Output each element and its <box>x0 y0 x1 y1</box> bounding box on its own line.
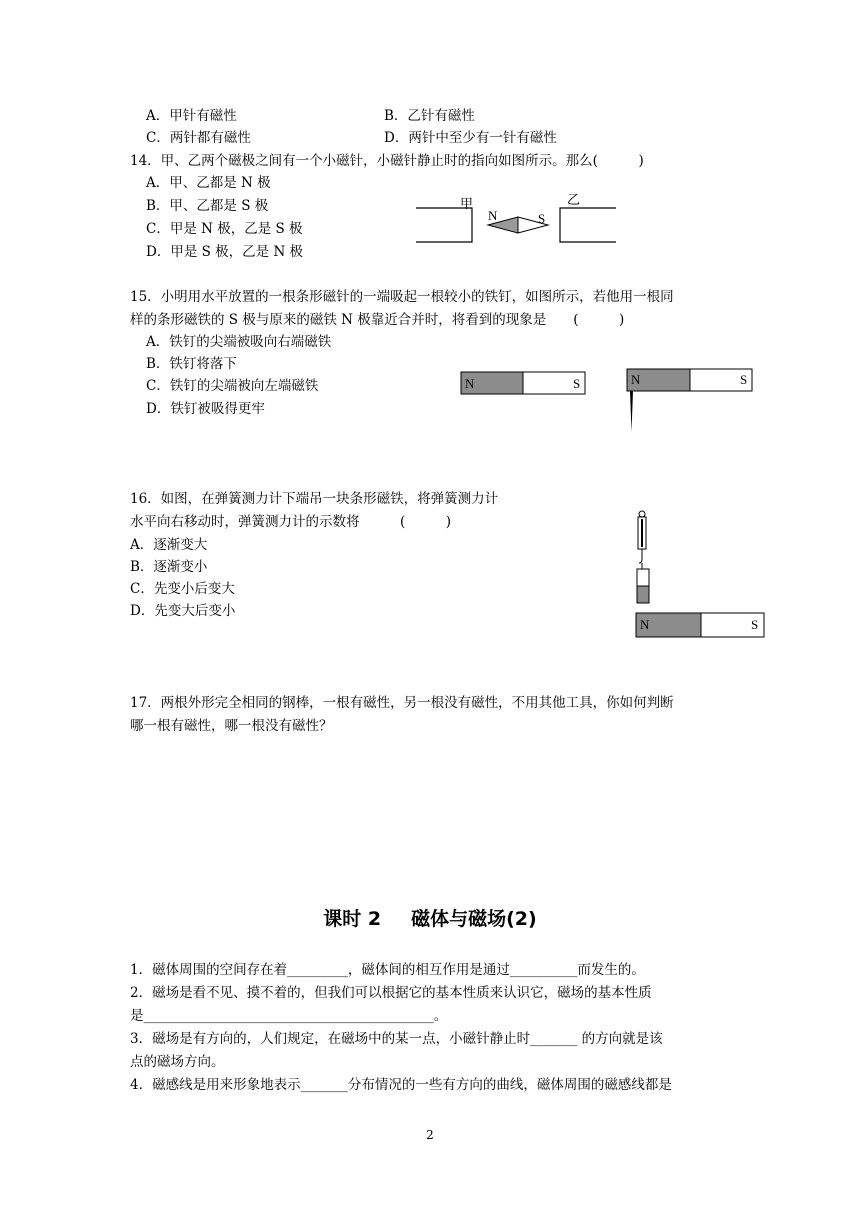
q13-option-d: D．两针中至少有一针有磁性 <box>384 130 557 146</box>
q16-option-b: B．逐渐变小 <box>130 559 208 575</box>
hanging-magnet-icon <box>637 569 649 586</box>
q15-stem-line1: 15．小明用水平放置的一根条形磁针的一端吸起一根较小的铁钉，如图所示，若他用一根同 <box>130 289 674 305</box>
fill-question-2-line1: 2．磁场是看不见、摸不着的，但我们可以根据它的基本性质来认识它，磁场的基本性质 <box>130 985 652 1001</box>
q15-magnet-figure <box>455 362 760 437</box>
fill-question-1: 1．磁体周围的空间存在着_________，磁体间的相互作用是通过__________而发生的。 <box>130 962 645 978</box>
q16-spring-scale-figure <box>628 505 768 640</box>
q15-stem-line2: 样的条形磁铁的 S 极与原来的磁铁 N 极靠近合并时，将看到的现象是 ( ) <box>130 312 625 328</box>
q14-magnet-figure <box>410 188 630 250</box>
q15-option-b: B．铁钉将落下 <box>146 356 237 372</box>
right-magnet-n-label: N <box>631 372 641 387</box>
right-magnet-s-label: S <box>740 372 748 387</box>
bar-magnet-s-label: S <box>751 617 759 632</box>
needle-label-s: S <box>538 211 546 226</box>
fill-question-3-line1: 3．磁场是有方向的，人们规定，在磁场中的某一点，小磁针静止时_______ 的方向就是该 <box>130 1031 663 1047</box>
q14-option-b: B．甲、乙都是 S 极 <box>146 198 269 214</box>
left-magnet-s-label: S <box>573 376 581 391</box>
q13-option-a: A．甲针有磁性 <box>146 108 237 124</box>
pole-label-yi: 乙 <box>567 192 581 207</box>
q13-option-c: C．两针都有磁性 <box>146 130 251 146</box>
iron-nail-icon <box>630 391 633 432</box>
q15-option-a: A．铁钉的尖端被吸向右端磁铁 <box>146 334 332 350</box>
pole-label-jia: 甲 <box>460 196 474 211</box>
q17-line2: 哪一根有磁性，哪一根没有磁性？ <box>130 718 333 734</box>
fill-question-4: 4．磁感线是用来形象地表示_______分布情况的一些有方向的曲线，磁体周围的磁感线都是 <box>130 1077 672 1093</box>
q17-line1: 17．两根外形完全相同的钢棒，一根有磁性，另一根没有磁性，不用其他工具，你如何判断 <box>130 695 674 711</box>
q15-option-c: C．铁钉的尖端被向左端磁铁 <box>146 378 319 394</box>
bar-magnet-n-label: N <box>640 617 650 632</box>
q14-option-c: C．甲是 N 极，乙是 S 极 <box>146 221 303 237</box>
q16-stem-line2: 水平向右移动时，弹簧测力计的示数将 ( ) <box>130 514 452 530</box>
q16-option-d: D．先变大后变小 <box>130 603 236 619</box>
needle-label-n: N <box>488 208 498 223</box>
q15-option-d: D．铁钉被吸得更牢 <box>146 401 265 417</box>
section-title-lesson: 课时 2 <box>323 908 382 930</box>
q16-stem-line1: 16．如图，在弹簧测力计下端吊一块条形磁铁，将弹簧测力计 <box>130 491 499 507</box>
q14-option-d: D．甲是 S 极，乙是 N 极 <box>146 244 304 260</box>
q14-stem: 14．甲、乙两个磁极之间有一个小磁针，小磁针静止时的指向如图所示。那么( ) <box>130 153 644 169</box>
fill-question-2-line2: 是___________________________________________。 <box>130 1008 448 1024</box>
q14-option-a: A．甲、乙都是 N 极 <box>146 175 271 191</box>
section-title-topic: 磁体与磁场(2) <box>411 908 537 930</box>
q16-option-a: A．逐渐变大 <box>130 537 208 553</box>
q13-option-b: B．乙针有磁性 <box>384 108 475 124</box>
left-magnet-n-label: N <box>465 376 475 391</box>
q16-option-c: C．先变小后变大 <box>130 581 235 597</box>
section-title <box>0 904 860 931</box>
fill-question-3-line2: 点的磁场方向。 <box>130 1054 225 1070</box>
page-number: 2 <box>426 1128 434 1142</box>
